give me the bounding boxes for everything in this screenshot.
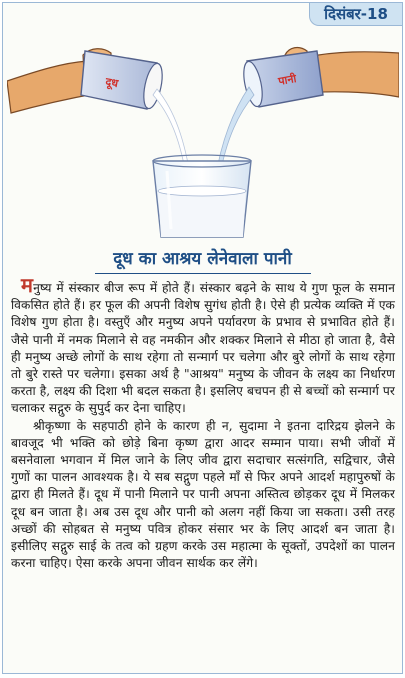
paragraph-1 (11, 273, 395, 418)
milk-water-illustration (7, 11, 399, 243)
article-title: दूध का आश्रय लेनेवाला पानी (113, 249, 292, 269)
milk-cup (81, 51, 166, 110)
date-label: दिसंबर-18 (324, 5, 388, 23)
water-cup (240, 51, 323, 108)
paragraph-1-text: नुष्य में संस्कार बीज रूप में होते हैं। संस्कार बढ़ने के साथ ये गुण फूल के समान विकसित होते हैं। हर फूल की अपनी विशेष सुगंध होती है। ऐसे ही प्रत्येक व्यक्ति में एक विशेष गुण होता है। वस्तुएँ और मनुष्य अपने पर्यावरण के प्रभाव से प्रभावित होते हैं। जैसे पानी में नमक मिलाने से वह नमकीन और शक्कर मिलाने से मीठा हो जाता है, वैसे ही मनुष्य अच्छे लोगों के साथ रहेगा तो सन्मार्ग पर चलेगा और बुरे लोगों के साथ रहेगा तो बुरे रास्ते पर चलेगा। इसका अर्थ है "आश्रय" मनुष्य के जीवन के लक्ष्य का निर्धारण करता है, लक्ष्य की दिशा भी बदल सकता है। इसलिए बचपन ही से बच्चों को सन्मार्ग पर चलाकर सद्गुरु के सुपुर्द कर देना चाहिए। (11, 281, 395, 416)
glass (153, 155, 251, 237)
paragraph-2: श्रीकृष्णा के सहपाठी होने के कारण ही न, सुदामा ने इतना दारिद्रय झेलने के बावजूद भी भक्ति को छोड़े बिना कृष्ण द्वारा आदर सम्मान पाया। सभी जीवों में बसनेवाला भगवान में मिल जाने के लिए जीव द्वारा सदाचार सत्संगति, सद्विचार, जैसे गुणों का पालन आवश्यक है। ये सब सद्गुण पहले माँ से फिर अपने आदर्श महापुरुषों के द्वारा ही मिलते हैं। दूध में पानी मिलाने पर पानी अपना अस्तित्व छोड़कर दूध में मिलकर दूध बन जाता है। अब उस दूध और पानी को अलग नहीं किया जा सकता। उसी तरह अच्छों की सोहबत से मनुष्य पवित्र होकर संसार भर के लिए आदर्श बन जाता है। इसीलिए सद्गुरु साई के तत्व को ग्रहण करके उस महात्मा के सूक्तों, उपदेशों का पालन करना चाहिए। ऐसा करके अपना जीवन सार्थक कर लेंगे। (11, 418, 395, 571)
article-body (11, 273, 395, 572)
title-underline (95, 273, 311, 274)
drop-cap: म (21, 273, 34, 297)
water-cup-label: पानी (277, 72, 298, 88)
page (2, 2, 403, 674)
milk-cup-label: दूध (104, 75, 120, 91)
